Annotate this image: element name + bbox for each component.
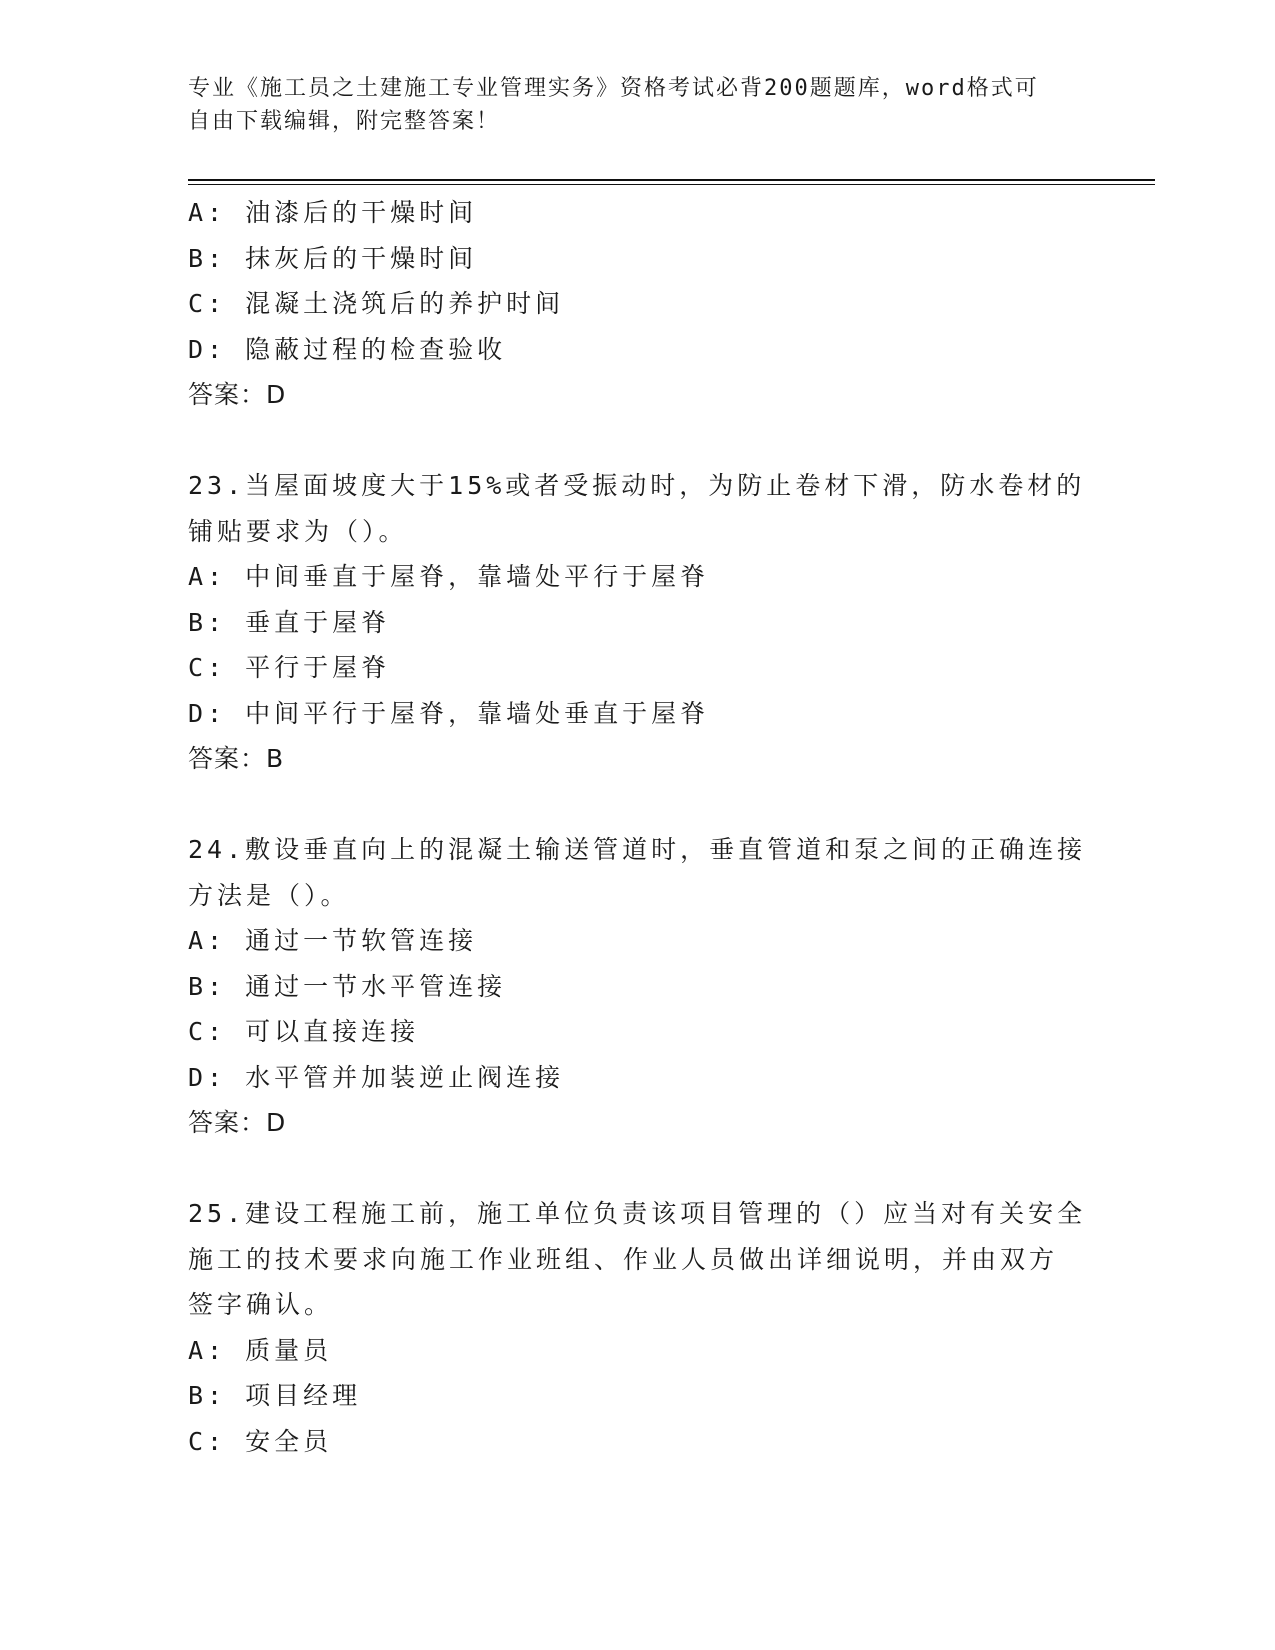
header-title-line-2: 自由下载编辑，附完整答案！ [188,109,501,134]
option-c: C: 混凝土浇筑后的养护时间 [188,289,565,318]
option-d: D: 中间平行于屋脊，靠墙处垂直于屋脊 [188,698,710,728]
option-b: B: 项目经理 [188,1381,362,1410]
document-body [188,190,1088,1464]
option-d: D: 隐蔽过程的检查验收 [188,334,507,364]
block-spacer [188,1146,1088,1191]
option-a: A: 中间垂直于屋脊，靠墙处平行于屋脊 [188,562,710,591]
document-header [188,72,1068,138]
question-text-line-2: 方法是（）。 [188,880,350,910]
question-text-line-1: 24.敷设垂直向上的混凝土输送管道时，垂直管道和泵之间的正确连接 [188,835,1087,864]
question-block-22 [188,190,1088,418]
option-a: A: 通过一节软管连接 [188,926,478,955]
option-c: C: 安全员 [188,1426,333,1456]
option-a: A: 质量员 [188,1335,333,1365]
option-d: D: 水平管并加装逆止阀连接 [188,1062,565,1092]
question-block-25 [188,1191,1088,1464]
block-spacer [188,782,1088,827]
question-text-line-1: 25.建设工程施工前，施工单位负责该项目管理的（）应当对有关安全 [188,1199,1087,1228]
question-text-line-2: 铺贴要求为（）。 [188,516,408,546]
header-title-line-1: 专业《施工员之土建施工专业管理实务》资格考试必背200题题库，word格式可 [188,76,1039,101]
option-b: B: 抹灰后的干燥时间 [188,243,478,273]
answer-line: 答案：D [188,1108,287,1137]
answer-line: 答案：D [188,380,287,409]
option-a: A: 油漆后的干燥时间 [188,198,478,227]
header-divider-thin [188,184,1155,185]
option-b: B: 通过一节水平管连接 [188,971,507,1001]
question-text-line-3: 签字确认。 [188,1290,334,1319]
header-divider-thick [188,179,1155,181]
question-text-line-1: 23.当屋面坡度大于15%或者受振动时，为防止卷材下滑，防水卷材的 [188,471,1086,500]
question-block-23 [188,463,1088,782]
question-text-line-2: 施工的技术要求向施工作业班组、作业人员做出详细说明，并由双方 [188,1244,1059,1274]
option-b: B: 垂直于屋脊 [188,607,391,637]
option-c: C: 可以直接连接 [188,1017,420,1046]
block-spacer [188,418,1088,463]
question-block-24 [188,827,1088,1146]
option-c: C: 平行于屋脊 [188,653,391,682]
answer-line: 答案：B [188,744,285,773]
